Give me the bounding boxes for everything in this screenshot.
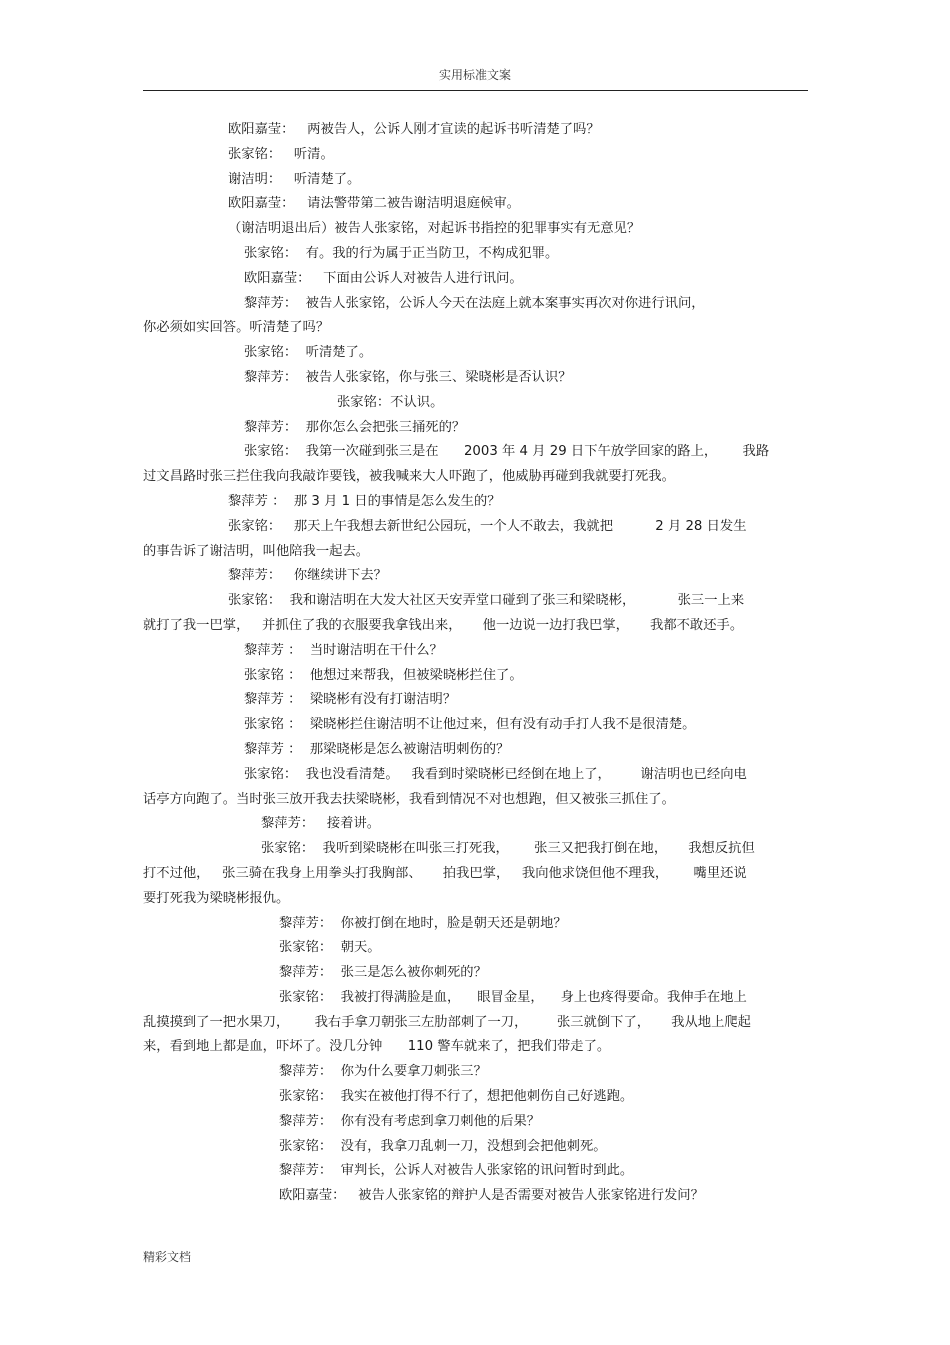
transcript-line: 就打了我一巴掌， 并抓住了我的衣服要我拿钱出来， 他一边说一边打我巴掌， 我都不敢还手。 [143, 617, 744, 633]
page-header: 实用标准文案 [438, 68, 511, 82]
transcript-line: 张家铭 ： 他想过来帮我，但被梁晓彬拦住了。 [244, 667, 523, 683]
transcript-line: 黎萍芳： 接着讲。 [261, 816, 381, 832]
page-footer: 精彩文档 [143, 1250, 192, 1264]
transcript-line: 张家铭：不认识。 [337, 394, 444, 410]
transcript-line: 打不过他， 张三骑在我身上用拳头打我胸部、 拍我巴掌， 我向他求饶但他不理我， 嘴里还说 [143, 865, 747, 881]
transcript-line: 张家铭： 听清楚了。 [244, 345, 373, 361]
transcript-line: 黎萍芳 ： 那梁晓彬是怎么被谢洁明刺伤的？ [244, 741, 510, 757]
transcript-line: 谢洁明： 听清楚了。 [228, 171, 361, 187]
transcript-line: 张家铭： 没有，我拿刀乱刺一刀，没想到会把他刺死。 [279, 1138, 607, 1154]
transcript-line: 张家铭： 听清。 [228, 146, 334, 162]
transcript-line: 张家铭： 我第一次碰到张三是在 2003 年 4 月 29 日下午放学回家的路上， 我路 [244, 444, 770, 460]
transcript-line: 张家铭： 我也没看清楚。 我看到时梁晓彬已经倒在地上了， 谢洁明也已经向电 [244, 766, 747, 782]
transcript-line: 黎萍芳 ： 那 3 月 1 日的事情是怎么发生的？ [228, 493, 501, 509]
transcript-line: 要打死我为梁晓彬报仇。 [143, 890, 290, 906]
transcript-line: 欧阳嘉莹： 下面由公诉人对被告人进行讯问。 [244, 270, 523, 286]
transcript-line: 欧阳嘉莹： 两被告人，公诉人刚才宣读的起诉书听清楚了吗？ [228, 122, 600, 137]
transcript-line: 张家铭 ： 梁晓彬拦住谢洁明不让他过来，但有没有动手打人我不是很清楚。 [244, 717, 696, 733]
transcript-line: 张家铭： 我实在被他打得不行了，想把他刺伤自己好逃跑。 [279, 1089, 634, 1105]
transcript-line: 黎萍芳： 被告人张家铭，公诉人今天在法庭上就本案事实再次对你进行讯问， [244, 295, 705, 311]
transcript-line: 张家铭： 朝天。 [279, 940, 381, 956]
transcript-line: 张家铭： 那天上午我想去新世纪公园玩，一个人不敢去，我就把 2 月 28 日发生 [228, 518, 747, 534]
transcript-line: 张家铭： 我和谢洁明在大发大社区天安弄堂口碰到了张三和梁晓彬， 张三一上来 [228, 593, 745, 609]
transcript-line: 欧阳嘉莹： 请法警带第二被告谢洁明退庭候审。 [228, 196, 520, 212]
transcript-line: 过文昌路时张三拦住我向我敲诈要钱，被我喊来大人吓跑了，他威胁再碰到我就要打死我。 [143, 469, 675, 485]
transcript-line: （谢洁明退出后）被告人张家铭，对起诉书指控的犯罪事实有无意见？ [228, 221, 641, 237]
transcript-body [143, 118, 803, 1209]
transcript-line: 黎萍芳： 你为什么要拿刀刺张三？ [279, 1064, 487, 1080]
transcript-line: 乱摸摸到了一把水果刀， 我右手拿刀朝张三左肋部刺了一刀， 张三就倒下了， 我从地上爬起 [143, 1014, 751, 1030]
transcript-line: 黎萍芳： 你被打倒在地时，脸是朝天还是朝地？ [279, 915, 567, 931]
transcript-line: 黎萍芳： 审判长，公诉人对被告人张家铭的讯问暂时到此。 [279, 1163, 634, 1179]
transcript-line: 黎萍芳： 被告人张家铭，你与张三、梁晓彬是否认识？ [244, 369, 572, 385]
header-rule [143, 90, 808, 91]
transcript-line: 欧阳嘉莹： 被告人张家铭的辩护人是否需要对被告人张家铭进行发问？ [279, 1188, 704, 1204]
transcript-line: 你必须如实回答。听清楚了吗？ [143, 320, 330, 336]
transcript-line: 黎萍芳： 你有没有考虑到拿刀刺他的后果？ [279, 1113, 541, 1129]
transcript-line: 黎萍芳 ： 梁晓彬有没有打谢洁明？ [244, 692, 457, 708]
transcript-line: 来，看到地上都是血，吓坏了。没几分钟 110 警车就来了，把我们带走了。 [143, 1039, 611, 1055]
transcript-line: 的事告诉了谢洁明，叫他陪我一起去。 [143, 543, 370, 559]
transcript-line: 话亭方向跑了。当时张三放开我去扶梁晓彬，我看到情况不对也想跑，但又被张三抓住了。 [143, 791, 675, 807]
transcript-line: 黎萍芳 ： 当时谢洁明在干什么？ [244, 642, 443, 658]
transcript-line: 黎萍芳： 张三是怎么被你刺死的？ [279, 965, 487, 981]
transcript-line: 张家铭： 有。我的行为属于正当防卫，不构成犯罪。 [244, 245, 559, 261]
transcript-line: 黎萍芳： 那你怎么会把张三捅死的？ [244, 419, 466, 435]
transcript-line: 张家铭： 我听到梁晓彬在叫张三打死我， 张三又把我打倒在地， 我想反抗但 [261, 841, 755, 857]
transcript-line: 黎萍芳： 你继续讲下去？ [228, 568, 387, 584]
transcript-line: 张家铭： 我被打得满脸是血， 眼冒金星， 身上也疼得要命。我伸手在地上 [279, 989, 747, 1005]
